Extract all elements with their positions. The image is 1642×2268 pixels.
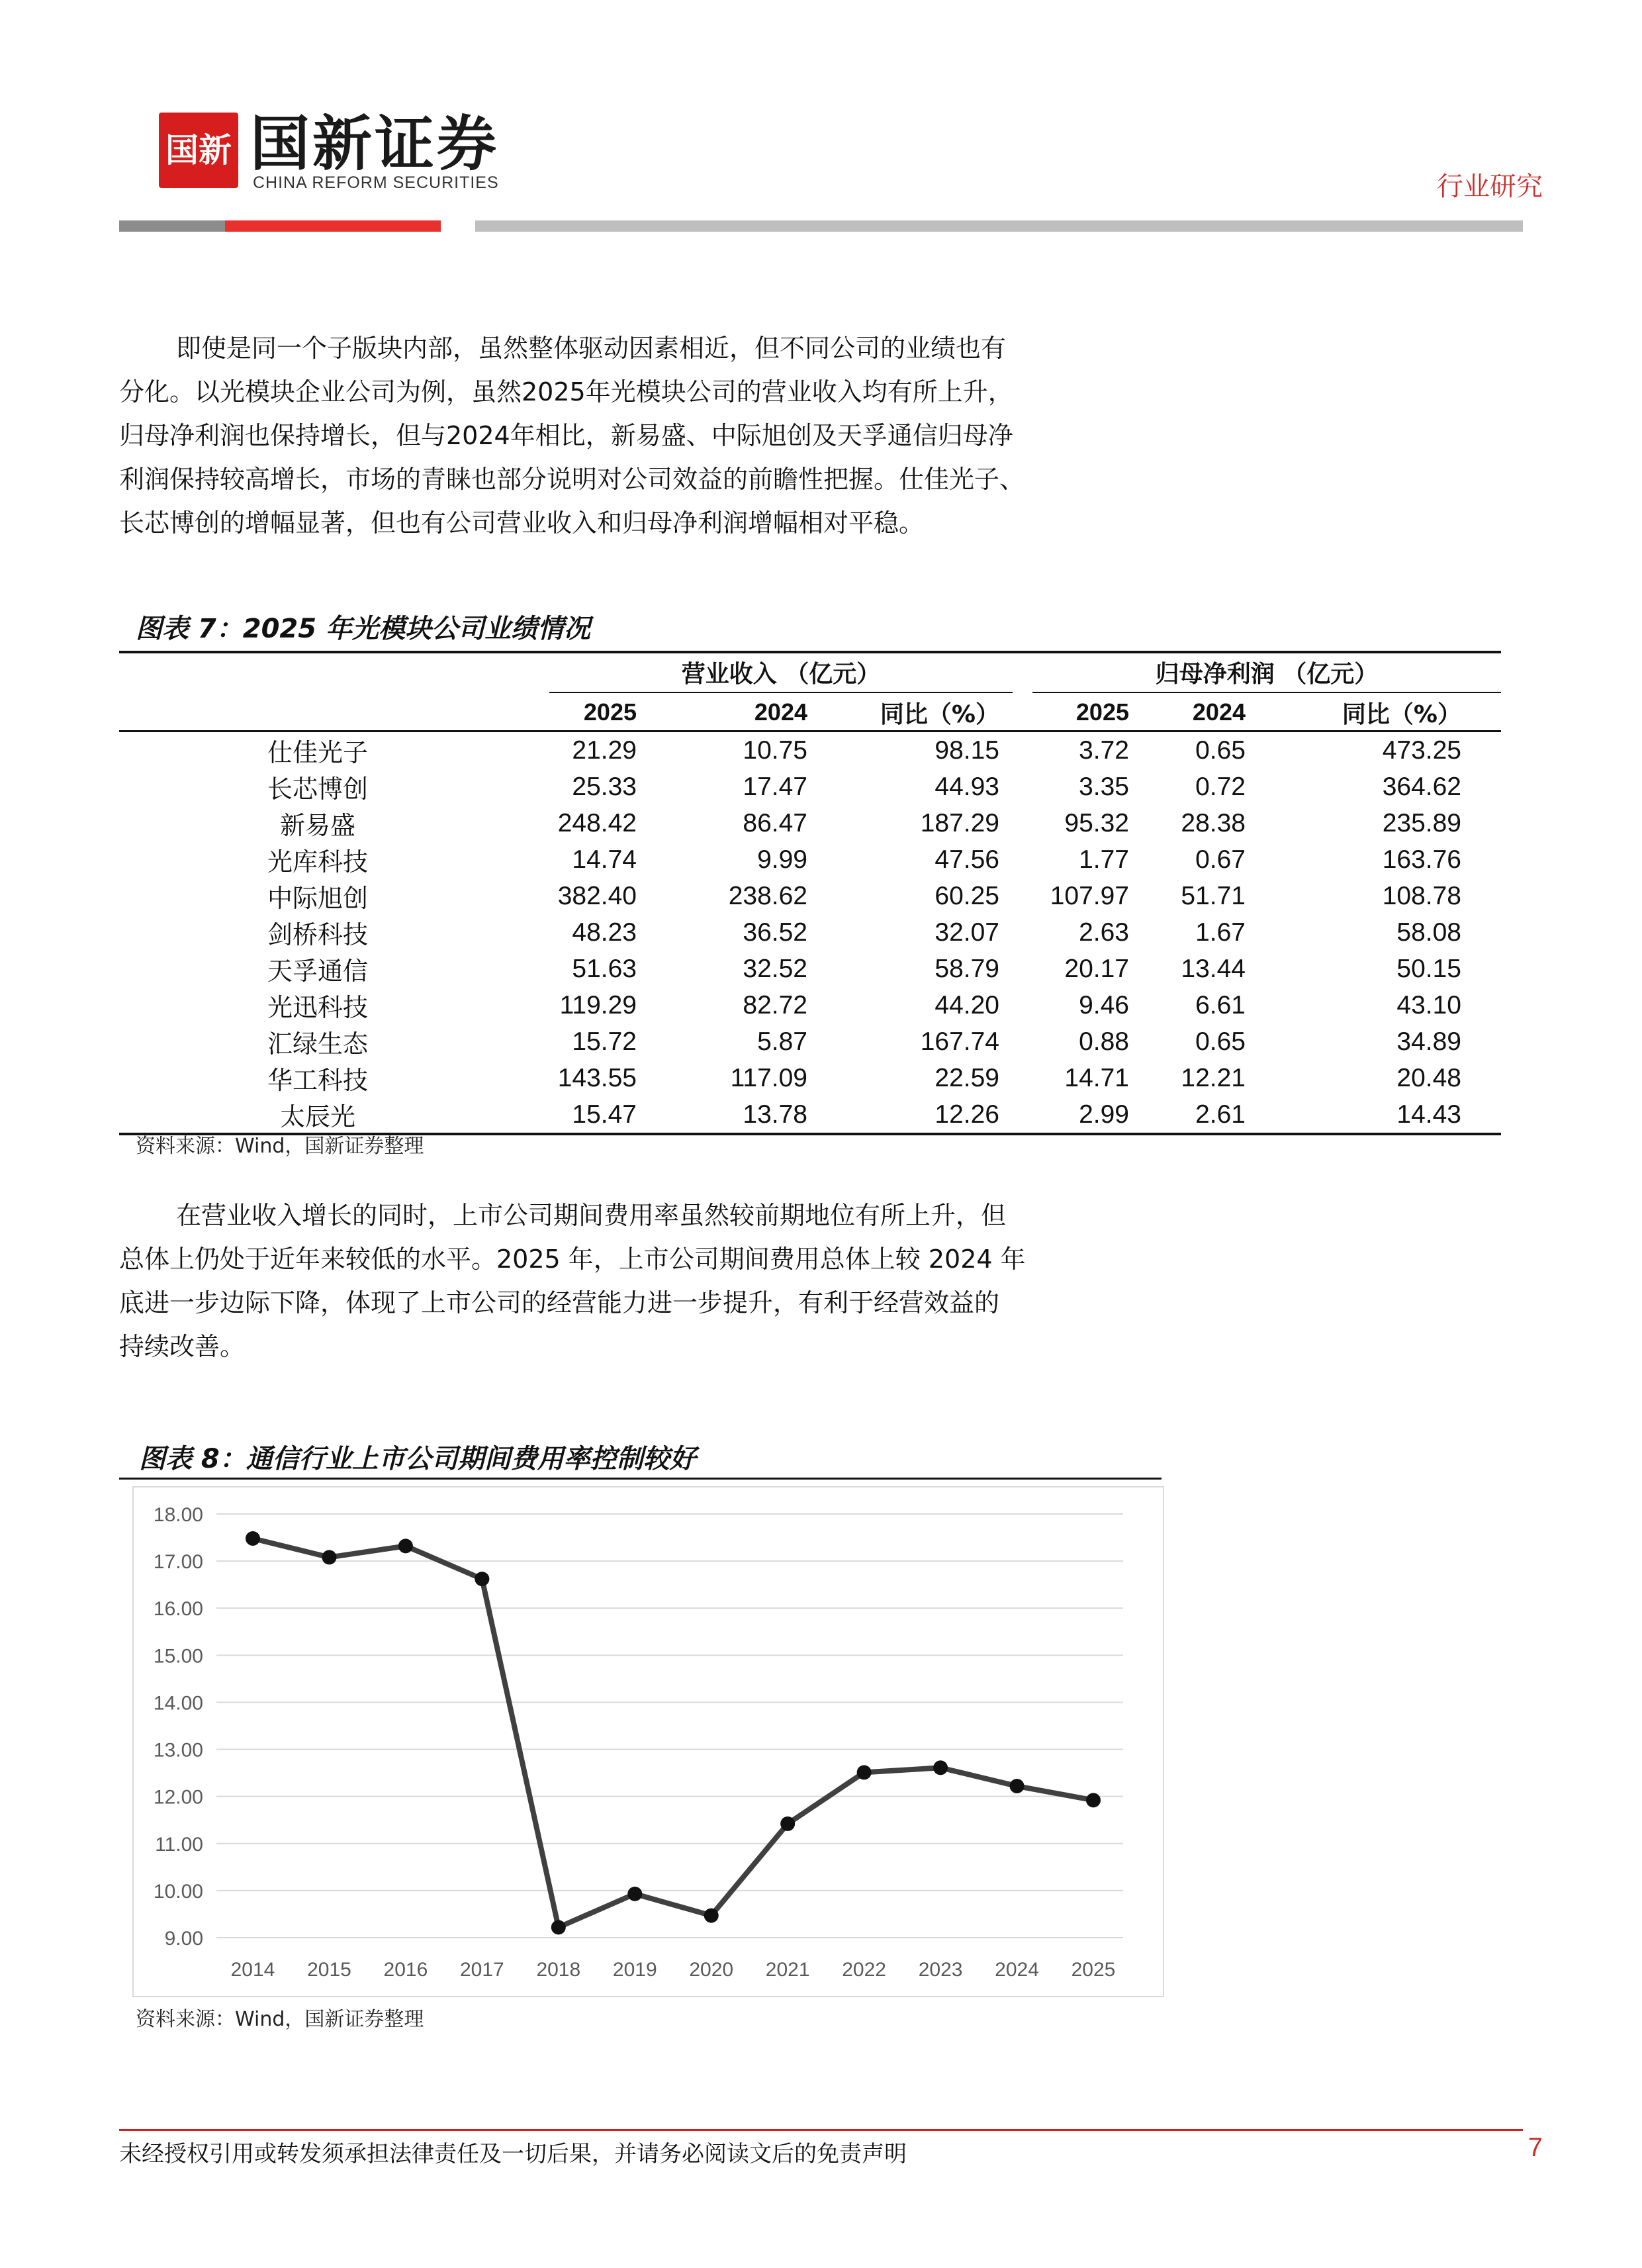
table-cell: 0.65	[1195, 735, 1246, 765]
table-cell: 1.77	[1079, 845, 1129, 874]
department-label: 行业研究	[1437, 171, 1543, 202]
column-header: 2025	[1075, 698, 1129, 726]
x-tick-label: 2015	[307, 1959, 351, 1981]
table-cell: 117.09	[730, 1063, 807, 1092]
table-cell: 14.43	[1396, 1100, 1461, 1129]
data-point	[780, 1817, 795, 1831]
table-cell: 119.29	[559, 990, 637, 1019]
table-cell: 2.63	[1079, 918, 1129, 947]
logo-mark	[159, 113, 238, 188]
company-name: 太辰光	[279, 1102, 355, 1131]
table-cell: 0.88	[1079, 1027, 1129, 1056]
header-bar-gray-right	[475, 220, 1523, 232]
table-cell: 187.29	[920, 808, 999, 837]
table-cell: 9.99	[757, 845, 807, 874]
table-title: 图表 7：2025 年光模块公司业绩情况	[136, 614, 591, 644]
paragraph-line: 即使是同一个子版块内部，虽然整体驱动因素相近，但不同公司的业绩也有	[176, 334, 1007, 363]
data-point	[475, 1572, 489, 1586]
y-tick-label: 14.00	[153, 1692, 203, 1715]
company-name: 中际旭创	[267, 884, 368, 913]
x-tick-label: 2016	[383, 1959, 428, 1981]
table-cell: 15.72	[572, 1027, 637, 1056]
company-name: 长芯博创	[267, 775, 368, 804]
table-cell: 163.76	[1382, 845, 1461, 874]
table-cell: 58.79	[935, 954, 999, 983]
table-cell: 32.07	[935, 918, 999, 947]
data-point	[857, 1765, 872, 1779]
table-cell: 382.40	[557, 881, 637, 910]
table-cell: 51.71	[1181, 881, 1246, 910]
paragraph-line: 在营业收入增长的同时，上市公司期间费用率虽然较前期地位有所上升，但	[176, 1201, 1007, 1230]
header-profit-group: 归母净利润 （亿元）	[1032, 655, 1501, 693]
data-point	[1086, 1793, 1101, 1807]
table-cell: 10.75	[743, 735, 807, 765]
footer-disclaimer: 未经授权引用或转发须承担法律责任及一切后果，并请务必阅读文后的免责声明	[119, 2141, 907, 2167]
table-row	[119, 805, 1501, 841]
table-cell: 32.52	[743, 954, 807, 983]
table-row	[119, 732, 1501, 769]
company-name: 汇绿生态	[267, 1029, 368, 1059]
paragraph-line: 底进一步边际下降，体现了上市公司的经营能力进一步提升，有利于经营效益的	[119, 1288, 1000, 1317]
data-point	[1010, 1779, 1025, 1793]
paragraph-2	[119, 1194, 1178, 1368]
table-body	[119, 732, 1501, 1135]
table-cell: 248.42	[557, 808, 637, 837]
table-cell: 167.74	[920, 1027, 999, 1056]
logo-name-en: CHINA REFORM SECURITIES	[253, 173, 499, 192]
table-row	[119, 1096, 1501, 1134]
table-cell: 58.08	[1396, 918, 1461, 947]
company-name: 光库科技	[267, 847, 368, 876]
table-cell: 48.23	[572, 918, 637, 947]
table-cell: 47.56	[935, 845, 999, 874]
data-point	[933, 1760, 948, 1775]
table-cell: 108.78	[1382, 881, 1461, 910]
table-cell: 50.15	[1396, 954, 1461, 983]
y-tick-label: 10.00	[153, 1880, 203, 1903]
table-cell: 12.21	[1181, 1063, 1246, 1092]
table-cell: 28.38	[1181, 808, 1246, 837]
table-row	[119, 914, 1501, 951]
column-header: 2025	[583, 698, 637, 726]
data-point	[322, 1550, 336, 1564]
table-cell: 13.44	[1181, 954, 1246, 983]
table-row	[119, 987, 1501, 1023]
y-tick-label: 12.00	[153, 1786, 203, 1809]
y-tick-label: 13.00	[153, 1739, 203, 1762]
table-cell: 82.72	[743, 990, 807, 1019]
table-cell: 15.47	[572, 1100, 637, 1129]
table-cell: 43.10	[1396, 990, 1461, 1019]
table-cell: 3.35	[1079, 772, 1129, 801]
company-name: 华工科技	[267, 1066, 368, 1095]
results-table	[119, 651, 1501, 1135]
table-cell: 20.48	[1396, 1063, 1461, 1092]
y-tick-label: 11.00	[155, 1833, 203, 1856]
table-cell: 20.17	[1064, 954, 1129, 983]
x-tick-label: 2018	[536, 1959, 581, 1981]
table-cell: 36.52	[743, 918, 807, 947]
x-tick-label: 2019	[612, 1959, 657, 1981]
table-cell: 143.55	[557, 1063, 637, 1092]
table-cell: 235.89	[1382, 808, 1461, 837]
table-cell: 2.99	[1079, 1100, 1129, 1129]
data-point	[246, 1531, 260, 1546]
x-tick-label: 2023	[918, 1959, 963, 1981]
table-cell: 25.33	[572, 772, 637, 801]
company-name: 光迅科技	[267, 993, 368, 1022]
table-row	[119, 1023, 1501, 1060]
x-tick-label: 2014	[230, 1959, 275, 1981]
line-chart	[132, 1486, 1164, 1997]
page-number: 7	[1528, 2133, 1543, 2162]
chart-svg	[134, 1488, 1163, 1996]
table-cell: 86.47	[743, 808, 807, 837]
table-cell: 0.67	[1195, 845, 1246, 874]
table-cell: 12.26	[935, 1100, 999, 1129]
table-cell: 21.29	[572, 735, 637, 765]
table-cell: 14.74	[572, 845, 637, 874]
table-row	[119, 841, 1501, 878]
paragraph-line: 分化。以光模块企业公司为例，虽然2025年光模块公司的营业收入均有所上升，	[119, 377, 1013, 406]
data-point	[704, 1909, 719, 1923]
table-cell: 51.63	[572, 954, 637, 983]
table-cell: 17.47	[743, 772, 807, 801]
x-tick-label: 2024	[995, 1959, 1039, 1981]
x-tick-label: 2025	[1071, 1959, 1116, 1981]
column-header: 同比（%）	[880, 700, 999, 728]
table-cell: 14.71	[1064, 1063, 1129, 1092]
table-cell: 34.89	[1396, 1027, 1461, 1056]
x-tick-label: 2022	[842, 1959, 887, 1981]
data-point	[398, 1538, 413, 1553]
table-cell: 364.62	[1382, 772, 1461, 801]
company-name: 剑桥科技	[267, 920, 368, 949]
column-header: 同比（%）	[1342, 700, 1461, 728]
logo-name-cn: 国新证券	[250, 109, 499, 179]
y-tick-label: 9.00	[164, 1928, 203, 1950]
header-bar-gray-left	[119, 220, 225, 232]
table-row	[119, 951, 1501, 987]
table-cell: 9.46	[1079, 990, 1129, 1019]
paragraph-line: 总体上仍处于近年来较低的水平。2025 年，上市公司期间费用总体上较 2024 年	[119, 1245, 1026, 1274]
table-cell: 5.87	[757, 1027, 807, 1056]
table-cell: 13.78	[743, 1100, 807, 1129]
paragraph-line: 持续改善。	[119, 1332, 246, 1361]
x-tick-label: 2020	[689, 1959, 734, 1981]
x-tick-label: 2017	[459, 1959, 504, 1981]
table-cell: 22.59	[935, 1063, 999, 1092]
company-name: 仕佳光子	[267, 738, 368, 767]
table-row	[119, 878, 1501, 914]
footer-rule	[119, 2129, 1523, 2131]
table-cell: 3.72	[1079, 735, 1129, 765]
paragraph-line: 归母净利润也保持增长，但与2024年相比，新易盛、中际旭创及天孚通信归母净	[119, 421, 1013, 450]
company-name: 新易盛	[279, 811, 355, 840]
table-cell: 1.67	[1195, 918, 1246, 947]
y-tick-label: 15.00	[153, 1645, 203, 1668]
paragraph-line: 长芯博创的增幅显著，但也有公司营业收入和归母净利润增幅相对平稳。	[119, 508, 925, 538]
table-cell: 473.25	[1382, 735, 1461, 765]
chart-source: 资料来源：Wind，国新证券整理	[136, 2008, 424, 2031]
column-header: 2024	[754, 698, 807, 726]
data-point	[551, 1920, 566, 1934]
chart-title: 图表 8：通信行业上市公司期间费用率控制较好	[139, 1444, 696, 1474]
table-cell: 44.93	[935, 772, 999, 801]
header-bar-red	[225, 220, 441, 232]
table-cell: 98.15	[935, 735, 999, 765]
table-cell: 95.32	[1064, 808, 1129, 837]
data-point	[627, 1887, 642, 1901]
table-cell: 0.65	[1195, 1027, 1246, 1056]
table-cell: 60.25	[935, 881, 999, 910]
paragraph-1	[119, 326, 1178, 545]
company-name: 天孚通信	[267, 957, 368, 986]
table-row	[119, 769, 1501, 805]
table-source: 资料来源：Wind，国新证券整理	[136, 1135, 424, 1158]
table-cell: 107.97	[1050, 881, 1129, 910]
logo-mark-text: 国新	[165, 131, 232, 169]
series-line	[253, 1538, 1093, 1927]
chart-title-rule	[119, 1478, 1162, 1480]
table-cell: 0.72	[1195, 772, 1246, 801]
table-cell: 238.62	[728, 881, 807, 910]
x-tick-label: 2021	[765, 1959, 810, 1981]
y-tick-label: 17.00	[153, 1551, 203, 1574]
y-tick-label: 16.00	[153, 1598, 203, 1621]
table-cell: 44.20	[935, 990, 999, 1019]
header-revenue-group: 营业收入 （亿元）	[549, 655, 1013, 693]
column-header: 2024	[1192, 698, 1246, 726]
y-tick-label: 18.00	[153, 1504, 203, 1526]
table-cell: 6.61	[1195, 990, 1246, 1019]
table-cell: 2.61	[1195, 1100, 1246, 1129]
table-row	[119, 1060, 1501, 1096]
paragraph-line: 利润保持较高增长，市场的青睐也部分说明对公司效益的前瞻性把握。仕佳光子、	[119, 465, 1025, 494]
